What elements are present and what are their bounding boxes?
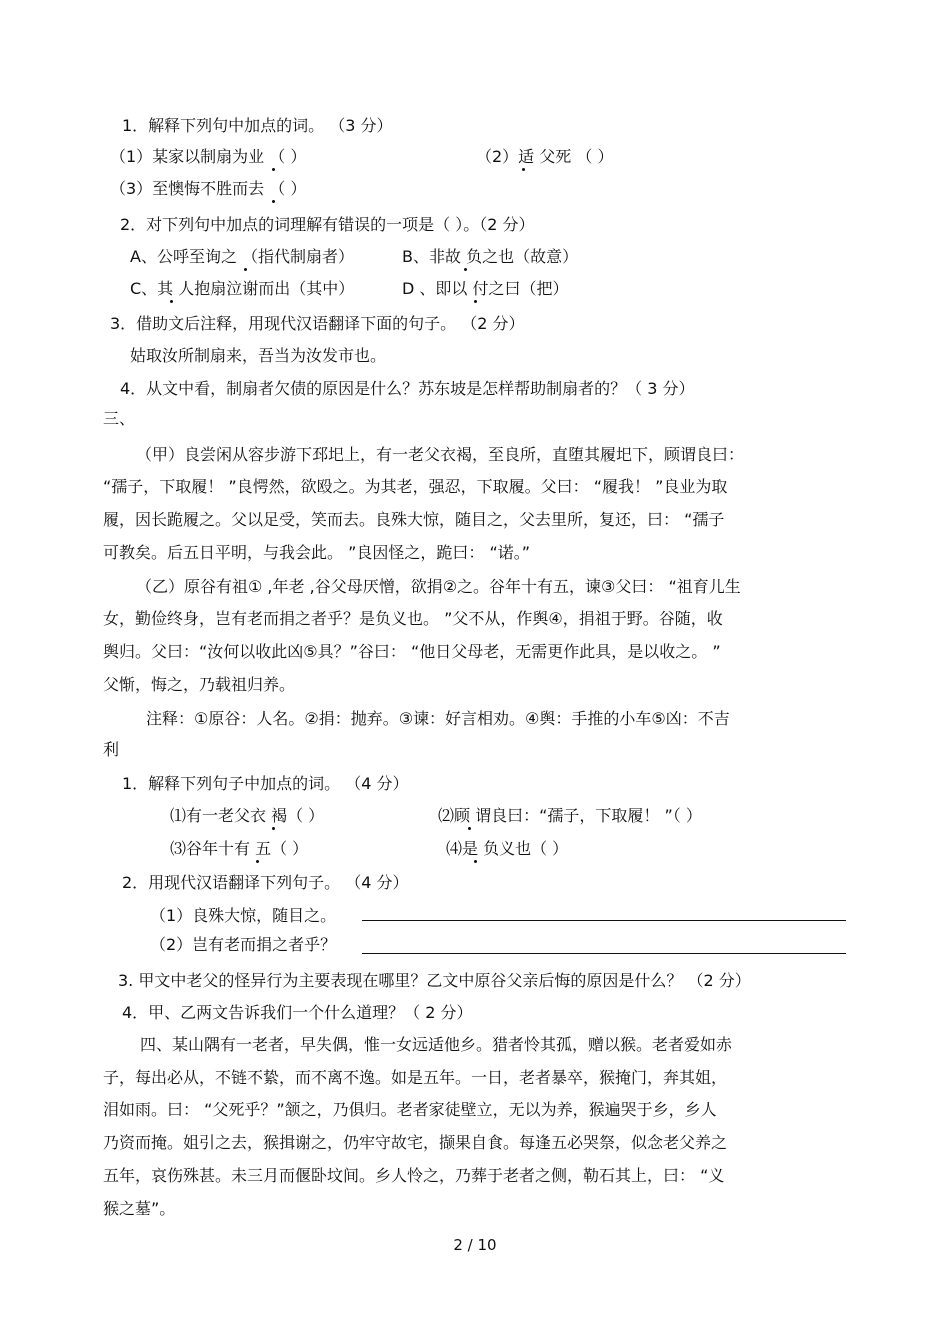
s4-line-1: 四、某山隅有一老者，早失偶，惟一女远适他乡。猎者怜其孤，赠以猴。老者爱如赤 bbox=[140, 1035, 733, 1054]
emphasis-dot bbox=[272, 827, 275, 830]
s2-q2-option-d: D 、即以 付之曰（把） bbox=[402, 279, 569, 298]
s3-yi-line-1: （乙）原谷有祖① ,年老 ,谷父母厌憎，欲捐②之。谷年十有五，谏③父曰： “祖育儿生 bbox=[136, 577, 741, 596]
s2-q1-item-1: （1）某家以制扇为业 （ ） bbox=[110, 147, 307, 166]
s3-notes-line-2: 利 bbox=[103, 740, 120, 759]
s3-q2-sentence-2: （2）岂有老而捐之者乎？ bbox=[150, 935, 337, 954]
emphasis-dot bbox=[244, 268, 247, 271]
s3-yi-line-3: 舆归。父曰：“汝何以收此凶⑤具？”谷曰： “他日父母老，无需更作此具，是以收之。 ” bbox=[103, 642, 721, 661]
answer-line bbox=[362, 953, 846, 954]
s3-q1-item-3: ⑶谷年十有 五（ ） bbox=[170, 839, 309, 858]
s2-question-3: 3．借助文后注释，用现代汉语翻译下面的句子。 （2 分） bbox=[110, 314, 525, 333]
answer-line bbox=[362, 920, 846, 921]
s3-jia-line-1: （甲）良尝闲从容步游下邳圯上，有一老父衣褐，至良所，直堕其履圯下，顾谓良曰： bbox=[136, 445, 745, 464]
s2-q3-sentence: 姑取汝所制扇来，吾当为汝发市也。 bbox=[130, 346, 387, 365]
s3-question-2: 2．用现代汉语翻译下列句子。 （4 分） bbox=[122, 873, 409, 892]
emphasis-dot bbox=[474, 300, 477, 303]
s4-line-6: 猴之墓”。 bbox=[103, 1199, 176, 1218]
s2-q1-item-3: （3）至懊悔不胜而去 （ ） bbox=[110, 179, 307, 198]
s4-line-4: 乃资而掩。姐引之去，猴揖谢之，仍牢守故宅，撷果自食。每逢五必哭祭，似念老父养之 bbox=[103, 1133, 728, 1152]
s3-q1-item-2: ⑵顾 谓良曰：“孺子，下取履！ ”（ ） bbox=[438, 806, 702, 825]
s4-line-2: 子，每出必从，不链不絷，而不离不逸。如是五年。一日，老者暴卒，猴掩门，奔其姐， bbox=[103, 1068, 728, 1087]
s3-jia-line-4: 可教矣。后五日平明，与我会此。 ”良因怪之，跪曰： “诺。” bbox=[103, 543, 531, 562]
s2-question-4: 4．从文中看，制扇者欠债的原因是什么？苏东坡是怎样帮助制扇者的？（ 3 分） bbox=[120, 379, 695, 398]
emphasis-dot bbox=[474, 860, 477, 863]
s3-question-3: 3. 甲文中老父的怪异行为主要表现在哪里？乙文中原谷父亲后悔的原因是什么？ （2 分） bbox=[118, 971, 751, 990]
s3-heading: 三、 bbox=[103, 409, 136, 428]
s3-jia-line-2: “孺子，下取履！ ”良愕然，欲殴之。为其老，强忍，下取履。父曰： “履我！ ”良业为取 bbox=[103, 477, 728, 496]
emphasis-dot bbox=[468, 827, 471, 830]
s2-q1-item-2: （2）适 父死 （ ） bbox=[476, 147, 614, 166]
s4-line-5: 五年，哀伤殊甚。未三月而偃卧坟间。乡人怜之，乃葬于老者之侧，勒石其上，曰： “义 bbox=[103, 1166, 725, 1185]
s3-question-4: 4．甲、乙两文告诉我们一个什么道理？（ 2 分） bbox=[122, 1003, 473, 1022]
s2-question-1: 1．解释下列句中加点的词。 （3 分） bbox=[122, 116, 393, 135]
s3-q2-sentence-1: （1）良殊大惊，随目之。 bbox=[150, 906, 337, 925]
emphasis-dot bbox=[170, 300, 173, 303]
page-number: 2 / 10 bbox=[453, 1236, 497, 1254]
s3-jia-line-3: 履，因长跪履之。父以足受，笑而去。良殊大惊，随目之，父去里所，复还，曰： “孺子 bbox=[103, 510, 725, 529]
emphasis-dot bbox=[256, 860, 259, 863]
emphasis-dot bbox=[464, 268, 467, 271]
s3-q1-item-4: ⑷是 负义也（ ） bbox=[446, 839, 569, 858]
s3-question-1: 1．解释下列句子中加点的词。 （4 分） bbox=[122, 774, 409, 793]
s4-line-3: 泪如雨。曰： “父死乎？”颔之，乃俱归。老者家徒壁立，无以为养，猴遍哭于乡，乡人 bbox=[103, 1100, 717, 1119]
s3-notes-line-1: 注释：①原谷：人名。②捐：抛弃。③谏：好言相劝。④舆：手推的小车⑤凶：不吉 bbox=[146, 709, 730, 728]
s2-q2-option-b: B、非故 负之也（故意） bbox=[402, 247, 579, 266]
emphasis-dot bbox=[272, 168, 275, 171]
s2-q2-option-a: A、公呼至询之 （指代制扇者） bbox=[130, 247, 355, 266]
s3-yi-line-4: 父惭，悔之，乃载祖归养。 bbox=[103, 675, 296, 694]
s3-q1-item-1: ⑴有一老父衣 褐（ ） bbox=[170, 806, 325, 825]
s3-yi-line-2: 女，勤俭终身，岂有老而捐之者乎？是负义也。 ”父不从，作舆④，捐祖于野。谷随，收 bbox=[103, 609, 723, 628]
s2-question-2: 2．对下列句中加点的词理解有错误的一项是（ ）。（2 分） bbox=[120, 215, 535, 234]
s2-q2-option-c: C、其 人抱扇泣谢而出（其中） bbox=[130, 279, 355, 298]
emphasis-dot bbox=[522, 168, 525, 171]
emphasis-dot bbox=[272, 200, 275, 203]
